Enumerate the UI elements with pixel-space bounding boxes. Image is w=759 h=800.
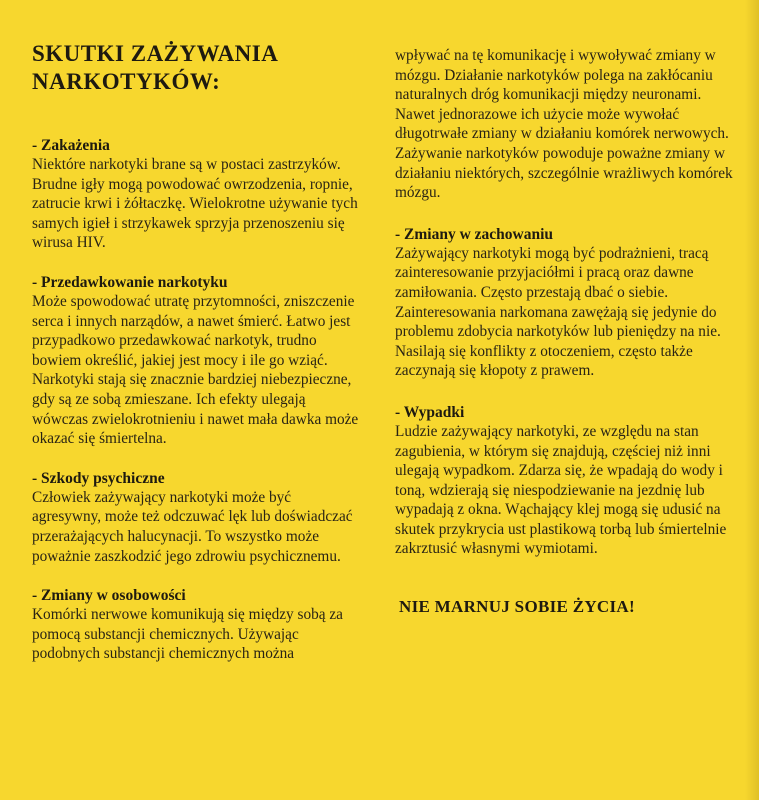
- section-text: Niektóre narkotyki brane są w postaci zastrzyków. Brudne igły mogą powodować owrzodzenia, ropnie, zatrucie krwi i żółtaczkę. Wielokrotne używanie tych samych igieł i strzykawek sprzyja przenoszeniu się wirusa HIV.: [32, 156, 358, 252]
- personality-continuation-text: wpływać na tę komunikację i wywoływać zmiany w mózgu. Działanie narkotyków polega na zakłócaniu naturalnych dróg komunikacji między neuronami. Nawet jednorazowe ich użycie może wywołać długotrwałe zmiany w działaniu komórek nerwowych. Zażywanie narkotyków powoduje poważne zmiany w działaniu niektórych, szczególnie wrażliwych komórek mózgu.: [395, 47, 733, 202]
- section-heading: - Zmiany w osobowości: [32, 587, 186, 605]
- section-accidents: [395, 403, 740, 559]
- title-line-2: NARKOTYKÓW:: [32, 69, 221, 94]
- section-text: Może spowodować utratę przytomności, zniszczenie serca i innych narządów, a nawet śmierć. Łatwo jest przypadkowo przedawkować narkotyk, trudno bowiem określić, jakiej jest mocy i ile go wziąć. Narkotyki stają się znacznie bardziej niebezpieczne, gdy są ze sobą zmieszane. Ich efekty ulegają wówczas zwielokrotnieniu i nawet mała dawka może okazać się śmiertelna.: [32, 292, 359, 448]
- slogan: NIE MARNUJ SOBIE ŻYCIA!: [399, 597, 635, 617]
- section-text: Zażywający narkotyki mogą być podrażnieni, tracą zainteresowanie przyjaciółmi i pracą oraz dawne zamiłowania. Często przestają dbać o siebie. Zainteresowania narkomana zawężają się jedynie do problemu zdobycia narkotyków lub pieniędzy na nie. Nasilają się konflikty z otoczeniem, często także zaczynają się kłopoty z prawem.: [395, 244, 721, 380]
- section-heading: - Wypadki: [395, 403, 465, 421]
- page-edge-shadow: [745, 0, 759, 800]
- section-heading: - Zmiany w zachowaniu: [395, 225, 554, 243]
- right-column: [395, 0, 740, 617]
- left-column: [32, 0, 362, 664]
- section-psychological-harm: [32, 469, 362, 566]
- section-infections: [32, 136, 362, 253]
- title-line-1: SKUTKI ZAŻYWANIA: [32, 41, 279, 66]
- document-title: [32, 0, 362, 96]
- section-text: Komórki nerwowe komunikują się między sobą za pomocą substancji chemicznych. Używając podobnych substancji chemicznych można: [32, 606, 343, 663]
- section-behavior-changes: [395, 225, 740, 381]
- section-heading: - Szkody psychiczne: [32, 469, 165, 487]
- section-text: Człowiek zażywający narkotyki może być agresywny, może też odczuwać lęk lub doświadczać przerażających halucynacji. To wszystko może poważnie zaszkodzić jego zdrowiu psychicznemu.: [32, 488, 353, 565]
- section-heading: - Przedawkowanie narkotyku: [32, 273, 228, 291]
- section-overdose: [32, 273, 362, 449]
- section-text: Ludzie zażywający narkotyki, ze względu na stan zagubienia, w którym się znajdują, częściej niż inni ulegają wypadkom. Zdarza się, że wpadają do wody i toną, wdzierają się niespodziewanie na jezdnię lub wypadają z okna. Wąchający klej mogą się udusić na skutek przykrycia ust plastikową torbą lub śmiertelnie zakrztusić własnymi wymiotami.: [395, 422, 727, 558]
- section-personality-changes: [32, 586, 362, 664]
- section-heading: - Zakażenia: [32, 137, 110, 154]
